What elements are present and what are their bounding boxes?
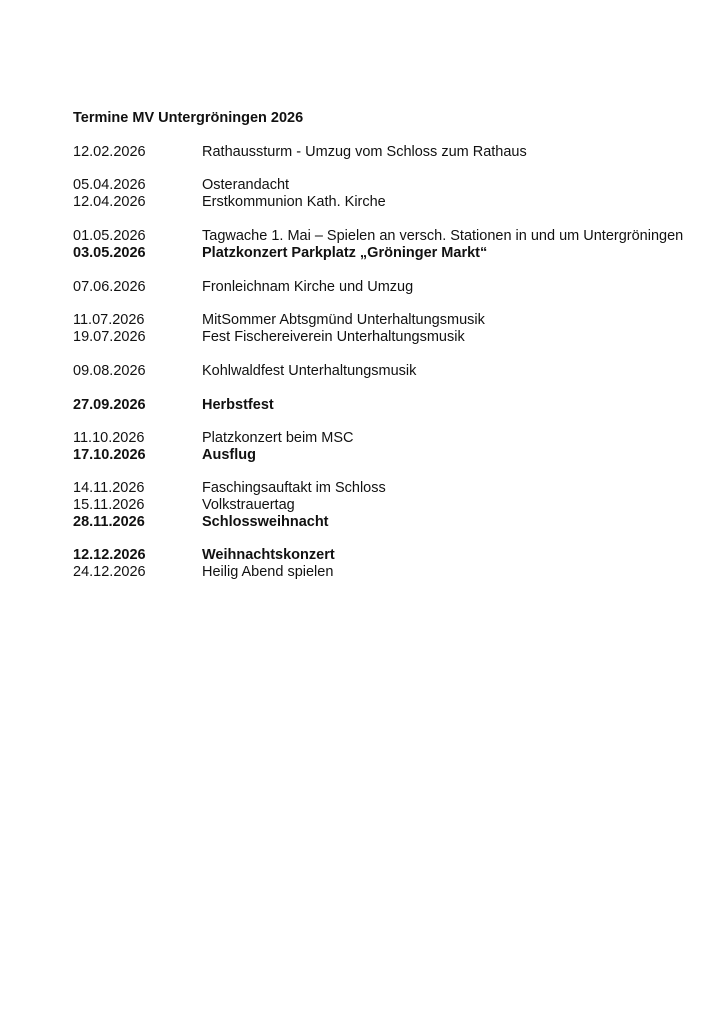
event-date: 15.11.2026: [73, 497, 145, 513]
event-name: Herbstfest: [202, 397, 274, 413]
event-name: Weihnachtskonzert: [202, 547, 335, 563]
event-name: Fest Fischereiverein Unterhaltungsmusik: [202, 329, 465, 345]
event-date: 07.06.2026: [73, 279, 146, 295]
event-date: 11.07.2026: [73, 312, 145, 328]
event-name: Volkstrauertag: [202, 497, 295, 513]
event-date: 03.05.2026: [73, 245, 146, 261]
event-date: 12.04.2026: [73, 194, 146, 210]
event-date: 24.12.2026: [73, 564, 146, 580]
event-name: Osterandacht: [202, 177, 290, 193]
event-date: 09.08.2026: [73, 363, 146, 379]
event-name: Ausflug: [202, 447, 256, 463]
event-name: Erstkommunion Kath. Kirche: [202, 194, 386, 210]
event-name: Rathaussturm - Umzug vom Schloss zum Rathaus: [202, 144, 527, 160]
event-name: MitSommer Abtsgmünd Unterhaltungsmusik: [202, 312, 485, 328]
event-date: 12.12.2026: [73, 547, 146, 563]
event-date: 19.07.2026: [73, 329, 146, 345]
event-date: 12.02.2026: [73, 144, 146, 160]
event-name: Schlossweihnacht: [202, 514, 329, 530]
event-date: 27.09.2026: [73, 397, 146, 413]
event-date: 11.10.2026: [73, 430, 145, 446]
event-date: 05.04.2026: [73, 177, 146, 193]
event-name: Fronleichnam Kirche und Umzug: [202, 279, 414, 295]
event-date: 17.10.2026: [73, 447, 146, 463]
event-name: Platzkonzert Parkplatz „Gröninger Markt“: [202, 245, 488, 261]
event-name: Heilig Abend spielen: [202, 564, 334, 580]
event-name: Faschingsauftakt im Schloss: [202, 480, 386, 496]
event-date: 28.11.2026: [73, 514, 145, 530]
event-name: Kohlwaldfest Unterhaltungsmusik: [202, 363, 417, 379]
document-title: Termine MV Untergröningen 2026: [73, 110, 304, 126]
event-date: 01.05.2026: [73, 228, 146, 244]
event-name: Platzkonzert beim MSC: [202, 430, 354, 446]
event-name: Tagwache 1. Mai – Spielen an versch. Stationen in und um Untergröningen: [202, 228, 684, 244]
event-date: 14.11.2026: [73, 480, 145, 496]
